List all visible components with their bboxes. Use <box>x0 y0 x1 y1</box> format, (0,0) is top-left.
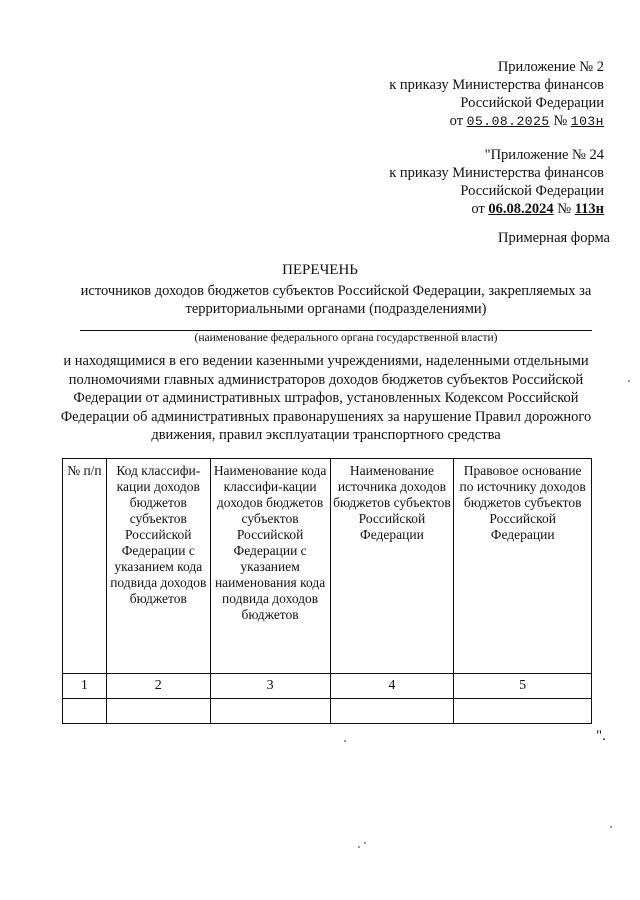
column-number-cell: 2 <box>106 674 210 699</box>
header-cell-source-name: Наименование источника доходов бюджетов субъектов Российской Федерации <box>330 459 454 674</box>
appendix-current-line1: Приложение № 2 <box>497 59 604 75</box>
from-label: от <box>471 201 485 217</box>
scan-speck <box>628 380 630 382</box>
appendix-current-line3: Российской Федерации <box>460 95 604 111</box>
empty-cell <box>63 699 107 724</box>
empty-cell <box>330 699 454 724</box>
header-cell-code: Код классифи-кации доходов бюджетов субъектов Российской Федерации с указанием кода подвида доходов бюджетов <box>106 459 210 674</box>
document-title: ПЕРЕЧЕНЬ <box>282 262 358 278</box>
order-date: 05.08.2025 <box>466 114 550 129</box>
blank-fill-line <box>80 330 592 331</box>
appendix-previous-header <box>344 146 604 218</box>
appendix-current-date-line <box>344 112 604 131</box>
order-number: 103н <box>570 114 604 129</box>
column-number-cell: 3 <box>210 674 330 699</box>
appendix-current-line2: к приказу Министерства финансов <box>389 77 604 93</box>
previous-order-date: 06.08.2024 <box>488 201 554 217</box>
blank-caption: (наименование федерального органа государственной власти) <box>194 332 498 344</box>
column-number-cell: 4 <box>330 674 454 699</box>
empty-cell <box>454 699 592 724</box>
closing-quote: ". <box>596 728 606 744</box>
header-cell-number: № п/п <box>63 459 107 674</box>
appendix-previous-date-line <box>344 200 604 218</box>
table-row <box>63 674 592 699</box>
appendix-previous-line2: к приказу Министерства финансов <box>389 165 604 181</box>
previous-order-number: 113н <box>574 201 604 217</box>
table-header-row <box>63 459 592 674</box>
scan-speck <box>358 846 360 848</box>
column-number-cell: 1 <box>63 674 107 699</box>
appendix-previous-line1: "Приложение № 24 <box>484 147 604 163</box>
table-row <box>63 699 592 724</box>
appendix-previous-line3: Российской Федерации <box>460 183 604 199</box>
column-number-cell: 5 <box>454 674 592 699</box>
appendix-current-header <box>344 58 604 131</box>
number-label: № <box>553 113 568 129</box>
number-label: № <box>557 201 572 217</box>
document-subtitle: источников доходов бюджетов субъектов Российской Федерации, закрепляемых за территориальными органами (подразделениями) <box>80 283 592 317</box>
header-cell-legal-basis: Правовое основание по источнику доходов бюджетов субъектов Российской Федерации <box>454 459 592 674</box>
scan-speck <box>364 842 366 844</box>
scan-speck <box>610 826 612 828</box>
scan-speck <box>344 740 346 742</box>
sources-table <box>62 458 592 724</box>
description-paragraph: и находящимися в его ведении казенными учреждениями, наделенными отдельными полномочиями главных администраторов доходов бюджетов субъектов Российской Федерации от административных штрафов, установленных Кодексом Российской Федерации об административных правонарушениях за нарушение Правил дорожного движения, правил эксплуатации транспортного средства <box>60 353 592 443</box>
sample-form-label: Примерная форма <box>497 230 610 246</box>
from-label: от <box>449 113 464 129</box>
empty-cell <box>106 699 210 724</box>
empty-cell <box>210 699 330 724</box>
header-cell-code-name: Наименование кода классифи-кации доходов бюджетов субъектов Российской Федерации с указанием наименования кода подвида доходов бюджетов <box>210 459 330 674</box>
